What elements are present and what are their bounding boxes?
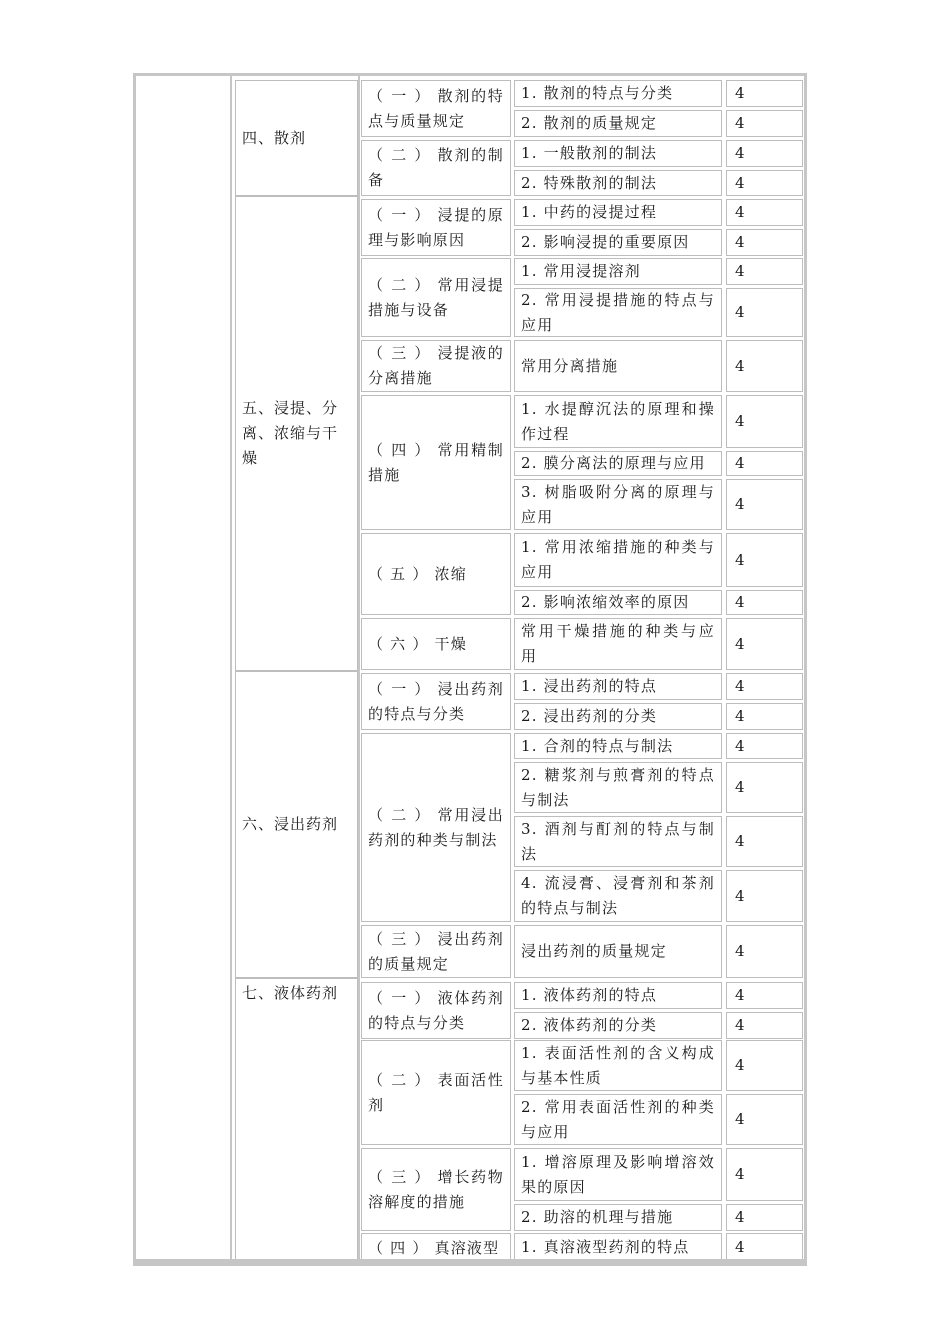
unit-title-cell-text: （ 一 ） 液体药剂的特点与分类	[368, 988, 504, 1032]
item-text-cell-text: 1. 浸出药剂的特点	[521, 677, 658, 695]
item-text-cell-text: 1. 液体药剂的特点	[521, 986, 658, 1004]
item-score-cell	[726, 170, 803, 196]
unit-title-cell	[361, 1040, 511, 1145]
item-text-cell	[514, 288, 722, 337]
item-score-cell-text: 4	[735, 1208, 745, 1226]
item-text-cell-text: 4. 流浸膏、浸膏剂和茶剂的特点与制法	[521, 874, 715, 917]
unit-title-cell	[361, 1233, 511, 1262]
item-score-cell	[726, 229, 803, 256]
item-text-cell-text: 常用分离措施	[521, 356, 619, 375]
item-text-cell-text: 2. 糖浆剂与煎膏剂的特点与制法	[521, 765, 715, 809]
item-score-cell-text: 4	[735, 144, 745, 162]
item-text-cell-text: 2. 液体药剂的分类	[521, 1016, 658, 1034]
item-text-cell	[514, 733, 722, 759]
item-text-cell	[514, 618, 722, 670]
item-text-cell	[514, 762, 722, 813]
unit-title-cell	[361, 340, 511, 392]
item-text-cell	[514, 1040, 722, 1091]
item-text-cell-text: 3. 酒剂与酊剂的特点与制法	[521, 819, 715, 863]
section-title-cell-text: 六、浸出药剂	[242, 815, 339, 833]
item-text-cell-text: 2. 影响浓缩效率的原因	[521, 593, 690, 611]
unit-title-cell	[361, 140, 511, 196]
item-score-cell	[726, 618, 803, 670]
item-score-cell-text: 4	[735, 262, 745, 280]
item-score-cell-text: 4	[735, 1056, 745, 1074]
unit-title-cell	[361, 80, 511, 137]
item-text-cell-text: 2. 特殊散剂的制法	[521, 173, 658, 192]
item-score-cell	[726, 340, 803, 392]
unit-title-cell-text: （ 四 ） 常用精制措施	[368, 440, 504, 484]
unit-title-cell	[361, 1148, 511, 1231]
unit-title-cell-text: （ 四 ） 真溶液型	[368, 1239, 500, 1257]
item-text-cell-text: 1. 常用浸提溶剂	[521, 262, 641, 280]
item-text-cell	[514, 673, 722, 700]
item-text-cell	[514, 982, 722, 1009]
syllabus-table	[133, 73, 807, 1266]
item-score-cell	[726, 982, 803, 1009]
item-score-cell-text: 4	[735, 778, 745, 796]
item-score-cell-text: 4	[735, 634, 745, 653]
item-text-cell-text: 3. 树脂吸附分离的原理与应用	[521, 482, 715, 526]
item-score-cell-text: 4	[735, 233, 745, 251]
item-score-cell-text: 4	[735, 1165, 745, 1183]
unit-title-cell-text: （ 一 ） 散剂的特点与质量规定	[368, 86, 504, 130]
item-score-cell	[726, 816, 803, 867]
item-score-cell	[726, 1012, 803, 1039]
item-text-cell-text: 1. 散剂的特点与分类	[521, 84, 674, 102]
item-text-cell-text: 常用干燥措施的种类与应用	[521, 622, 715, 665]
item-score-cell	[726, 733, 803, 759]
item-text-cell	[514, 816, 722, 867]
item-text-cell-text: 2. 常用表面活性剂的种类与应用	[521, 1097, 715, 1141]
item-text-cell-text: 1. 增溶原理及影响增溶效果的原因	[521, 1152, 715, 1196]
section-title-cell	[235, 196, 358, 671]
item-score-cell-text: 4	[735, 550, 745, 569]
unit-title-cell	[361, 199, 511, 256]
table-column-divider	[230, 76, 232, 1263]
section-title-cell-text: 四、散剂	[242, 128, 307, 147]
item-score-cell-text: 4	[735, 942, 745, 960]
item-text-cell	[514, 229, 722, 256]
item-score-cell-text: 4	[735, 886, 745, 905]
unit-title-cell	[361, 925, 511, 978]
item-text-cell	[514, 870, 722, 922]
unit-title-cell-text: （ 二 ） 常用浸出药剂的种类与制法	[368, 805, 504, 849]
item-text-cell	[514, 340, 722, 392]
item-score-cell-text: 4	[735, 832, 745, 850]
item-score-cell-text: 4	[735, 84, 745, 102]
unit-title-cell-text: （ 三 ） 浸出药剂的质量规定	[368, 929, 504, 973]
item-score-cell-text: 4	[735, 454, 745, 472]
item-score-cell-text: 4	[735, 303, 745, 321]
item-text-cell-text: 1. 真溶液型药剂的特点	[521, 1238, 690, 1256]
item-score-cell	[726, 80, 803, 107]
unit-title-cell-text: （ 六 ） 干燥	[368, 634, 467, 653]
item-score-cell	[726, 1148, 803, 1201]
section-title-cell	[235, 671, 358, 978]
item-score-cell-text: 4	[735, 114, 745, 132]
item-score-cell-text: 4	[735, 495, 745, 513]
unit-title-cell	[361, 533, 511, 615]
item-score-cell-text: 4	[735, 707, 745, 725]
item-score-cell	[726, 199, 803, 226]
item-text-cell	[514, 1012, 722, 1039]
unit-title-cell-text: （ 三 ） 浸提液的分离措施	[368, 344, 504, 387]
item-score-cell	[726, 1040, 803, 1091]
item-text-cell-text: 2. 浸出药剂的分类	[521, 707, 658, 725]
item-text-cell	[514, 1233, 722, 1262]
unit-title-cell-text: （ 二 ） 散剂的制备	[368, 146, 504, 189]
item-text-cell-text: 1. 水提醇沉法的原理和操作过程	[521, 399, 715, 443]
item-score-cell	[726, 479, 803, 530]
item-text-cell-text: 浸出药剂的质量规定	[521, 942, 667, 960]
item-score-cell-text: 4	[735, 356, 745, 375]
item-text-cell-text: 2. 膜分离法的原理与应用	[521, 454, 706, 472]
item-score-cell	[726, 140, 803, 167]
item-score-cell	[726, 258, 803, 285]
item-score-cell-text: 4	[735, 412, 745, 430]
section-title-cell-text: 五、浸提、分离、浓缩与干燥	[242, 399, 339, 467]
item-score-cell	[726, 110, 803, 137]
item-text-cell-text: 1. 中药的浸提过程	[521, 203, 658, 221]
item-text-cell-text: 1. 常用浓缩措施的种类与应用	[521, 538, 715, 581]
unit-title-cell	[361, 673, 511, 730]
unit-title-cell	[361, 733, 511, 922]
item-score-cell	[726, 1204, 803, 1231]
item-score-cell	[726, 288, 803, 337]
item-text-cell-text: 2. 影响浸提的重要原因	[521, 233, 690, 251]
unit-title-cell	[361, 395, 511, 530]
item-text-cell	[514, 170, 722, 196]
item-text-cell	[514, 1148, 722, 1201]
table-column-divider	[358, 76, 360, 1263]
item-score-cell-text: 4	[735, 986, 745, 1004]
item-text-cell-text: 1. 一般散剂的制法	[521, 144, 658, 162]
item-text-cell	[514, 703, 722, 730]
item-score-cell	[726, 1233, 803, 1262]
item-text-cell	[514, 258, 722, 285]
item-text-cell	[514, 199, 722, 226]
item-score-cell-text: 4	[735, 1110, 745, 1128]
unit-title-cell-text: （ 二 ） 常用浸提措施与设备	[368, 275, 504, 319]
item-score-cell-text: 4	[735, 173, 745, 192]
unit-title-cell-text: （ 五 ） 浓缩	[368, 564, 467, 583]
item-score-cell	[726, 703, 803, 730]
item-score-cell	[726, 395, 803, 448]
item-text-cell-text: 2. 助溶的机理与措施	[521, 1208, 674, 1226]
section-title-cell	[235, 978, 358, 1262]
unit-title-cell-text: （ 一 ） 浸提的原理与影响原因	[368, 205, 504, 249]
item-score-cell	[726, 673, 803, 700]
item-text-cell	[514, 590, 722, 615]
item-text-cell	[514, 533, 722, 587]
item-text-cell	[514, 395, 722, 448]
unit-title-cell	[361, 618, 511, 670]
item-text-cell-text: 1. 合剂的特点与制法	[521, 736, 674, 755]
item-score-cell-text: 4	[735, 1016, 745, 1034]
item-text-cell	[514, 1204, 722, 1231]
item-text-cell	[514, 451, 722, 476]
item-text-cell	[514, 80, 722, 107]
section-title-cell-text: 七、液体药剂	[242, 984, 339, 1002]
item-score-cell	[726, 762, 803, 813]
item-text-cell-text: 2. 散剂的质量规定	[521, 114, 658, 132]
item-score-cell-text: 4	[735, 593, 745, 611]
unit-title-cell-text: （ 一 ） 浸出药剂的特点与分类	[368, 679, 504, 723]
item-text-cell-text: 1. 表面活性剂的含义构成与基本性质	[521, 1043, 715, 1087]
item-score-cell-text: 4	[735, 203, 745, 221]
item-score-cell	[726, 870, 803, 922]
item-score-cell	[726, 451, 803, 476]
item-text-cell	[514, 140, 722, 167]
item-score-cell	[726, 925, 803, 978]
unit-title-cell	[361, 982, 511, 1039]
item-text-cell	[514, 1094, 722, 1145]
item-text-cell	[514, 925, 722, 978]
item-score-cell-text: 4	[735, 1238, 745, 1256]
item-score-cell	[726, 533, 803, 587]
item-score-cell-text: 4	[735, 736, 745, 755]
unit-title-cell-text: （ 三 ） 增长药物溶解度的措施	[368, 1167, 504, 1211]
item-text-cell-text: 2. 常用浸提措施的特点与应用	[521, 290, 715, 334]
item-score-cell	[726, 1094, 803, 1145]
item-score-cell	[726, 590, 803, 615]
section-title-cell	[235, 80, 358, 196]
unit-title-cell	[361, 258, 511, 337]
item-text-cell	[514, 110, 722, 137]
unit-title-cell-text: （ 二 ） 表面活性剂	[368, 1070, 504, 1114]
item-text-cell	[514, 479, 722, 530]
item-score-cell-text: 4	[735, 677, 745, 695]
